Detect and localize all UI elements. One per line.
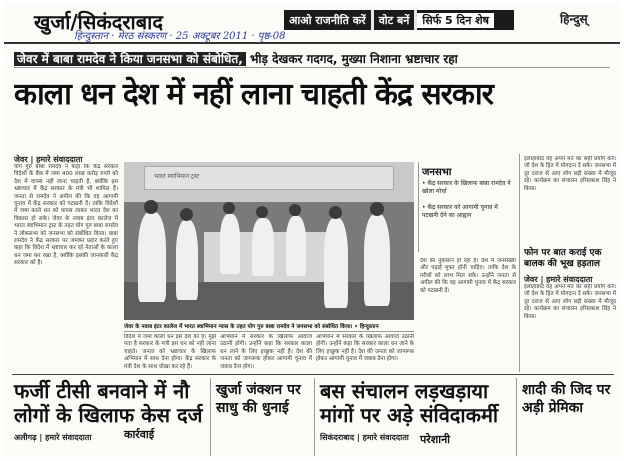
bottom-story-4-headline-line-1: शादी की जिद पर	[522, 382, 611, 398]
photo-figure-head	[144, 200, 158, 214]
column-divider	[516, 378, 517, 456]
photo-figure	[176, 220, 198, 300]
bottom-story-3-byline: सिकंदराबाद | हमारे संवाददाता	[320, 433, 409, 442]
main-byline: जेवर | हमारे संवाददाता	[14, 155, 83, 164]
photo-figure-head	[256, 206, 268, 218]
bottom-divider	[12, 374, 614, 375]
section-name: खुर्जा/सिकंदराबाद	[34, 10, 163, 34]
article-column-2: विदेश में जमा काला धन इस देश का है। मुझे पता है सरकार के मंत्री इस धन को नहीं लाना चाहते। जनता को भ्रष्टाचार के खिलाफ अभियान में साथ देना होगा। केंद्र सरकार के मंत्री देश के साथ धोखा कर रहे हैं।	[124, 334, 216, 370]
bottom-story-3-headline-line-2: मांगों पर अड़े संविदाकर्मी	[320, 403, 499, 427]
photo-figure	[138, 212, 166, 302]
photo-caption: जेवर के नवाब इंटर कालेज में भारत स्वाभिमान न्यास के तहत योग गुरु बाबा रामदेव ने जनसभा को संबोधित किया। • हिन्दुस्तान	[124, 322, 414, 332]
page-header	[4, 4, 620, 44]
photo-figure-head	[223, 202, 235, 214]
photo-figure-head	[289, 204, 301, 216]
election-ad-strip	[284, 10, 514, 30]
ad-text-3: सिर्फ 5 दिन शेष	[417, 13, 494, 28]
photo-figure-head	[370, 202, 384, 216]
bottom-story-1-byline: अलीगढ़ | हमारे संवाददाता	[14, 433, 92, 442]
bottom-story-2-headline-line-2: साधु की धुनाई	[216, 400, 289, 416]
kicker-highlight: जेवर में बाबा रामदेव ने किया जनसभा को संबोधित,	[14, 52, 246, 66]
photo-figure	[364, 214, 390, 306]
main-headline: काला धन देश में नहीं लाना चाहती केंद्र सरकार	[14, 77, 493, 112]
article-column-1: योग गुरु बाबा रामदेव ने कहा कि केंद्र सरकार विदेशों के बैंक में जमा 400 लाख करोड़ रुपये को देश में वापस नहीं लाना चाहती है, क्योंकि इस भ्रष्टाचार में केंद्र सरकार के मंत्री भी शामिल हैं। जनता से रामदेव ने अपील की कि वह आगामी चुनाव में केंद्र सरकार को पटखनी दें। ताकि विदेशों में जमा काले धन को वापस लाकर भारत देश का विकास हो सके। जेवर के नवाब इंटर कालेज में भारत स्वाभिमान ट्रस्ट के तहत योग गुरु बाबा रामदेव ने लोकसभा को जनसभा को संबोधित किया। बाबा रामदेव ने केंद्र सरकार पर जमकर प्रहार करते हुए कहा कि विदेश में भ्रष्टाचार कर रहे नेताओं के काला धन जमा कर रखा है, क्योंकि इसकी जानकारी केंद्र सरकार को है।	[14, 164, 118, 267]
photo-figure	[324, 218, 348, 308]
column-divider	[519, 154, 520, 372]
sidebar-bullet-1: • केंद्र सरकार के खिलाफ बाबा रामदेव ने खोला मोर्चा	[422, 180, 511, 195]
right-story-body: इलाहाबाद वह अपने मत का सही प्रयोग करें। जो देश के हित में योगदान दे सके। जनसभा में दूर दराज से आए लोग बड़ी संख्या में मौजूद रहे। कार्यक्रम का संचालन हरिप्रकाश सिंह ने किया।	[524, 284, 616, 320]
photo-banner-text: भारत स्वाभिमान ट्रस्ट	[154, 173, 200, 180]
bottom-story-3-subhead: परेशानी	[420, 433, 451, 446]
handwritten-annotation: हिन्दुस्तान · मेरठ संस्करण · 25 अक्टूबर 2011 · पृष्ठ-08	[74, 31, 286, 42]
article-column-3b: अभियान में सरकार के खिलाफ आवाज उठानी होगी। उन्होंने कहा कि सरकार काला धन लाने के लिए इच्छुक नहीं है। देश की जनता को जागरूक होकर आगामी चुनाव में जवाब देना होगा।	[316, 334, 414, 363]
bottom-story-1-headline-line-2: लोगों के खिलाफ केस दर्ज	[14, 403, 203, 427]
photo-figure	[220, 214, 240, 274]
photo-figure-head	[180, 208, 193, 221]
article-photo	[124, 162, 414, 320]
article-column-5: इलाहाबाद वह अपने मत का सही प्रयोग करें। जो देश के हित में योगदान दे सके। जनसभा में दूर दराज से आए लोग बड़ी संख्या में मौजूद रहे। कार्यक्रम का संचालन हरिप्रकाश सिंह ने किया।	[524, 156, 616, 192]
right-story-byline: जेवर | हमारे संवाददाता	[524, 275, 593, 284]
kicker-line	[14, 50, 610, 68]
right-story-headline: फोन पर बात कराई एक बालक की भूख हड़ताल	[524, 248, 602, 269]
bottom-story-2-headline-line-1: खुर्जा जंक्शन पर	[216, 382, 301, 398]
newspaper-brand: हिन्दुस्	[560, 12, 588, 26]
column-divider	[314, 378, 315, 456]
sidebar-bullet-2: • केंद्र सरकार को आगामी चुनाव में पटखनी देने का आह्वान	[422, 204, 498, 219]
bottom-story-1-subhead: कार्रवाई	[124, 428, 155, 441]
photo-figure-head	[329, 206, 342, 219]
kicker-text: भीड़ देखकर गदगद, मुख्या निशाना भ्रष्टाचार रहा	[249, 52, 458, 66]
bottom-story-4-headline-line-2: अड़ी प्रेमिका	[522, 400, 584, 416]
bottom-story-3-headline-line-1: बस संचालन लड़खड़ाया	[320, 379, 489, 403]
newspaper-page	[4, 4, 620, 457]
article-column-3: अभियान में सरकार के खिलाफ आवाज उठानी होगी। उन्होंने कहा कि सरकार काला धन लाने के लिए इच्छुक नहीं है। देश की जनता को जागरूक होकर आगामी चुनाव में जवाब देना होगा।	[220, 334, 312, 370]
ad-text-1: आओ राजनीति करें	[289, 13, 366, 27]
sidebar-title: जनसभा	[422, 167, 452, 178]
photo-figure	[252, 218, 274, 276]
bottom-story-1-headline-line-1: फर्जी टीसी बनवाने में नौ	[14, 379, 190, 403]
ad-text-2: वोट बनें	[378, 13, 410, 27]
article-column-4: देश का नुकसान हो रहा है। देश में जनसंख्या और पढ़ाई मुफ्त होनी चाहिए। ताकि देश के गरीबों को लाभ मिल सके। उन्होंने जनता से अपील की कि वह आगामी चुनाव में केंद्र सरकार को पटखनी दें।	[420, 258, 516, 294]
photo-figure	[286, 216, 306, 276]
column-divider	[210, 378, 211, 456]
